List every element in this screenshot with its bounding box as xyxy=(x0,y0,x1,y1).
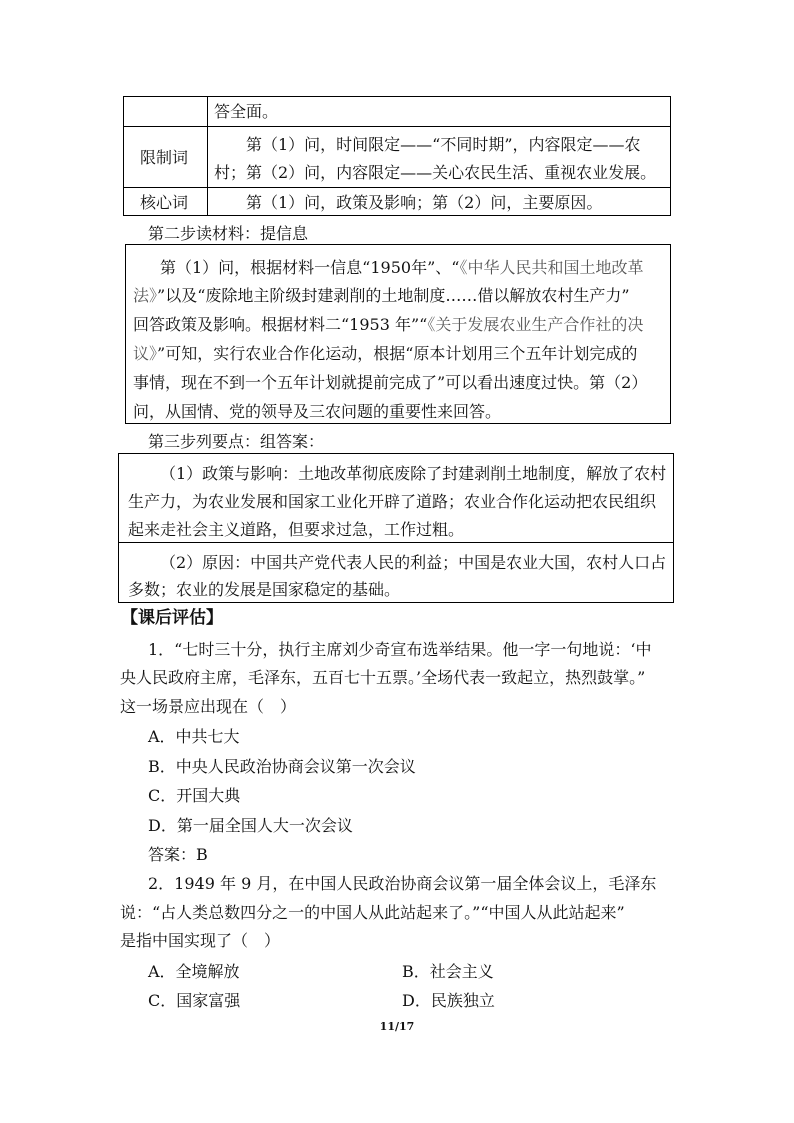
q2-line-2: 是指中国实现了（ ） xyxy=(120,931,281,950)
step2-line-2-b: 《关于发展农业生产合作社的决 xyxy=(427,315,644,334)
step3-part2-line-1: 多数；农业的发展是国家稳定的基础。 xyxy=(128,580,401,599)
step3-part1-line-1: 生产力，为农业发展和国家工业化开辟了道路；农业合作化运动把农民组织 xyxy=(128,492,657,511)
q2-option-c: C．国家富强 xyxy=(148,991,241,1010)
step2-line-3-b: 议》 xyxy=(133,344,158,363)
step2-line-1-c: ”以及“废除地主阶级封建剥削的土地制度……借以解放农村生产力” xyxy=(157,286,630,305)
step2-line-0-b: 《中华人民共和国土地改革 xyxy=(459,258,644,277)
table-row-1-line-1: 村；第（2）问，内容限定——关心农民生活、重视农业发展。 xyxy=(214,163,657,182)
q2-line-1: 说：“占人类总数四分之一的中国人从此站起来了。”“中国人从此站起来” xyxy=(120,903,625,922)
step2-title: 第二步读材料：提信息 xyxy=(148,224,309,243)
q1-line-2: 这一场景应出现在（ ） xyxy=(120,697,297,716)
q1-option-d: D．第一届全国人大一次会议 xyxy=(148,816,353,835)
step3-title: 第三步列要点：组答案： xyxy=(148,432,325,451)
table-row-1-line-0: 第（1）问，时间限定——“不同时期”，内容限定——农 xyxy=(246,135,641,154)
step2-line-1 xyxy=(133,286,630,306)
step2-line-0-a: 第（1）问，根据材料一信息“1950年”、“ xyxy=(160,258,460,277)
q1-line-0: 1．“七时三十分，执行主席刘少奇宣布选举结果。他一字一句地说：‘中 xyxy=(148,640,652,659)
step2-line-5-a: 问，从国情、党的领导及三农问题的重要性来回答。 xyxy=(133,402,502,421)
q1-option-a: A．中共七大 xyxy=(148,727,240,746)
table-row-2-label: 核心词 xyxy=(140,193,189,212)
step2-line-3 xyxy=(133,344,637,364)
step3-part1-line-2: 起来走社会主义道路，但要求过急，工作过粗。 xyxy=(128,520,465,539)
q1-option-b: B．中央人民政治协商会议第一次会议 xyxy=(148,757,416,776)
q2-line-0: 2．1949 年 9 月，在中国人民政治协商会议第一届全体会议上，毛泽东 xyxy=(148,874,657,893)
step2-line-1-b: 法》 xyxy=(133,286,158,305)
q2-option-b: B．社会主义 xyxy=(402,962,494,981)
step3-part1-line-0: （1）政策与影响：土地改革彻底废除了封建剥削土地制度，解放了农村 xyxy=(160,464,667,483)
step2-line-2-a: 回答政策及影响。根据材料二“1953 年”“ xyxy=(133,315,428,334)
q2-option-d: D．民族独立 xyxy=(402,991,495,1010)
step2-line-4-a: 事情，现在不到一个五年计划就提前完成了”可以看出速度过快。第（2） xyxy=(133,373,648,392)
step3-part2-line-0: （2）原因：中国共产党代表人民的利益；中国是农业大国，农村人口占 xyxy=(160,553,667,572)
q1-line-1: 央人民政府主席，毛泽东，五百七十五票。’全场代表一致起立，热烈鼓掌。” xyxy=(120,668,646,687)
table-row-1-label: 限制词 xyxy=(140,148,189,167)
step2-line-3-c: ”可知，实行农业合作化运动，根据“原本计划用三个五年计划完成的 xyxy=(157,344,638,363)
q2-option-a: A．全境解放 xyxy=(148,962,240,981)
step2-line-0 xyxy=(160,258,643,278)
page-number: 11/17 xyxy=(379,1020,415,1033)
step2-line-2 xyxy=(133,315,643,335)
table-row-2-content: 第（1）问，政策及影响；第（2）问，主要原因。 xyxy=(246,193,603,212)
assessment-title: 【课后评估】 xyxy=(121,608,223,628)
q1-option-c: C．开国大典 xyxy=(148,786,241,805)
q1-answer: 答案：B xyxy=(148,845,208,864)
step2-line-4 xyxy=(133,373,647,393)
step2-line-5 xyxy=(133,402,501,422)
step3-divider xyxy=(118,542,674,543)
table-row-0-content: 答全面。 xyxy=(214,102,279,121)
